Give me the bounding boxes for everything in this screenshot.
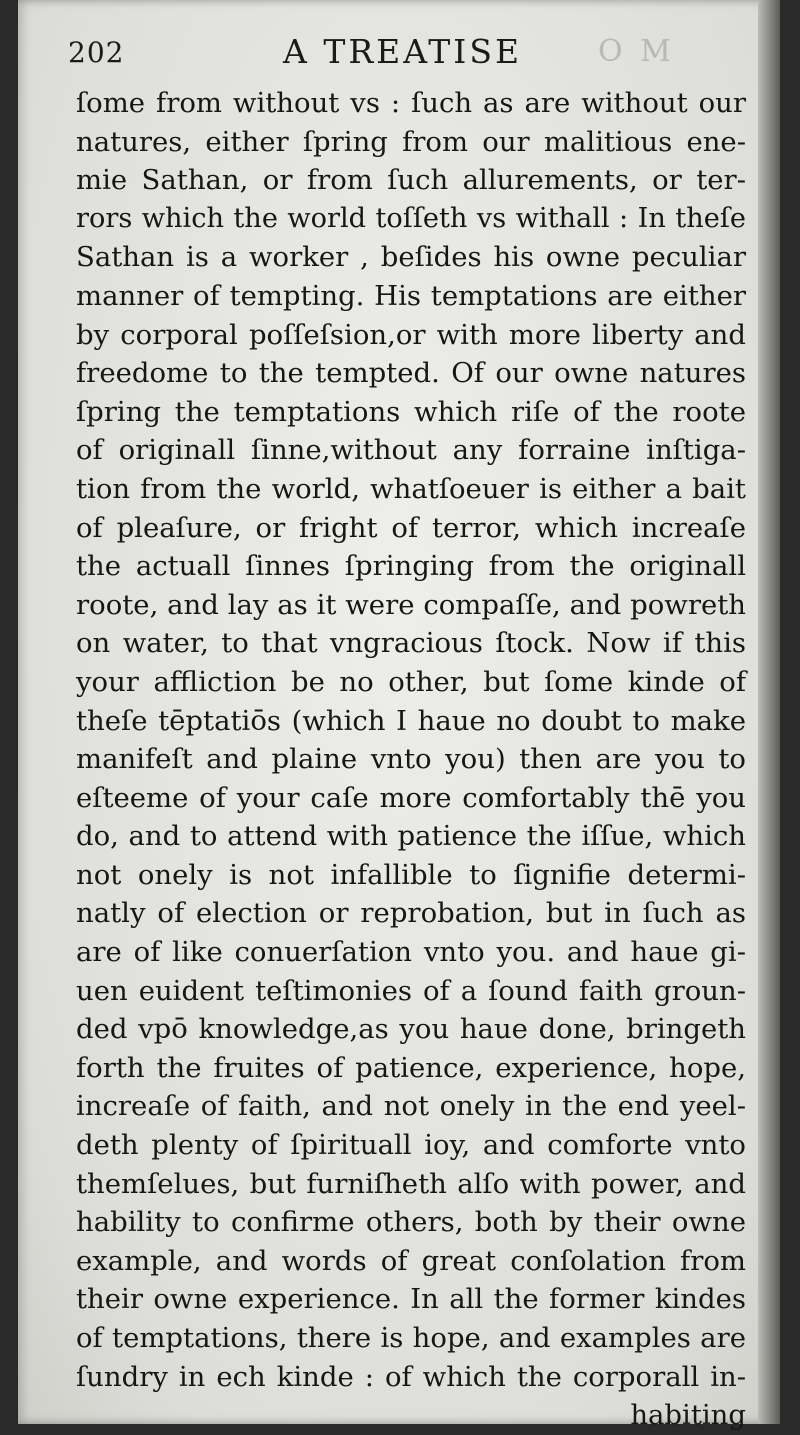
running-head: A TREATISE xyxy=(283,32,523,71)
text-line: do, and to attend with patience the iſſue, which xyxy=(76,820,746,853)
text-line: natly of election or reprobation, but in ſuch as xyxy=(76,897,746,930)
text-line: roote, and lay as it were compaſſe, and powreth xyxy=(76,588,746,621)
text-line: uen euident teſtimonies of a ſound faith groun- xyxy=(76,974,746,1007)
body-text xyxy=(76,84,746,1435)
text-line: of pleaſure, or fright of terror, which increaſe xyxy=(76,511,746,544)
text-line: theſe tēptatiōs (which I haue no doubt to make xyxy=(76,704,746,737)
text-line: Sathan is a worker , beſides his owne peculiar xyxy=(76,241,746,274)
text-line: forth the fruites of patience, experience, hope, xyxy=(76,1051,746,1084)
text-line: ſome from without vs : ſuch as are without our xyxy=(76,87,746,119)
text-line: habiting xyxy=(630,1399,746,1432)
text-line: are of like conuerſation vnto you. and haue gi- xyxy=(76,936,746,969)
text-line: freedome to the tempted. Of our owne natures xyxy=(76,357,746,390)
show-through-text: O M xyxy=(598,34,675,69)
text-line: by corporal poſſeſsion,or with more liberty and xyxy=(76,318,746,351)
text-line: of originall ſinne,without any forraine inſtiga- xyxy=(76,434,746,467)
book-page xyxy=(18,0,780,1432)
text-line: manner of tempting. His temptations are either xyxy=(76,279,746,312)
text-line: ſundry in ech kinde : of which the corporall in- xyxy=(76,1360,746,1393)
text-line: not onely is not infallible to ſignifie determi- xyxy=(76,858,746,891)
text-line: example, and words of great conſolation from xyxy=(76,1244,746,1277)
text-line: eſteeme of your caſe more comfortably thē you xyxy=(76,781,746,814)
text-line: ded vpō knowledge,as you haue done, bringeth xyxy=(76,1013,746,1046)
text-line: their owne experience. In all the former kindes xyxy=(76,1283,746,1316)
text-line: themſelues, but furniſheth alſo with power, and xyxy=(76,1167,746,1200)
text-line: tion from the world, whatſoeuer is either a bait xyxy=(76,472,746,505)
page-header xyxy=(68,30,728,76)
text-line: your affliction be no other, but ſome kinde of xyxy=(76,665,746,698)
page-number: 202 xyxy=(68,36,125,69)
text-line: hability to confirme others, both by their owne xyxy=(76,1206,746,1239)
text-line: increaſe of faith, and not onely in the end yeel- xyxy=(76,1090,746,1123)
page-edge-shadow xyxy=(758,0,780,1424)
text-line: the actuall ſinnes ſpringing from the originall xyxy=(76,550,746,583)
text-line: manifeſt and plaine vnto you) then are you to xyxy=(76,743,746,776)
text-line: on water, to that vngracious ſtock. Now if this xyxy=(76,627,746,660)
text-line: mie Sathan, or from ſuch allurements, or ter- xyxy=(76,164,746,197)
text-line: natures, either ſpring from our malitious ene- xyxy=(76,125,746,158)
text-line: rors which the world toſſeth vs withall : In theſe xyxy=(76,202,746,234)
text-line: deth plenty of ſpirituall ioy, and comforte vnto xyxy=(76,1129,746,1162)
text-line: ſpring the temptations which riſe of the roote xyxy=(76,395,746,428)
text-line: of temptations, there is hope, and examples are xyxy=(76,1322,746,1354)
